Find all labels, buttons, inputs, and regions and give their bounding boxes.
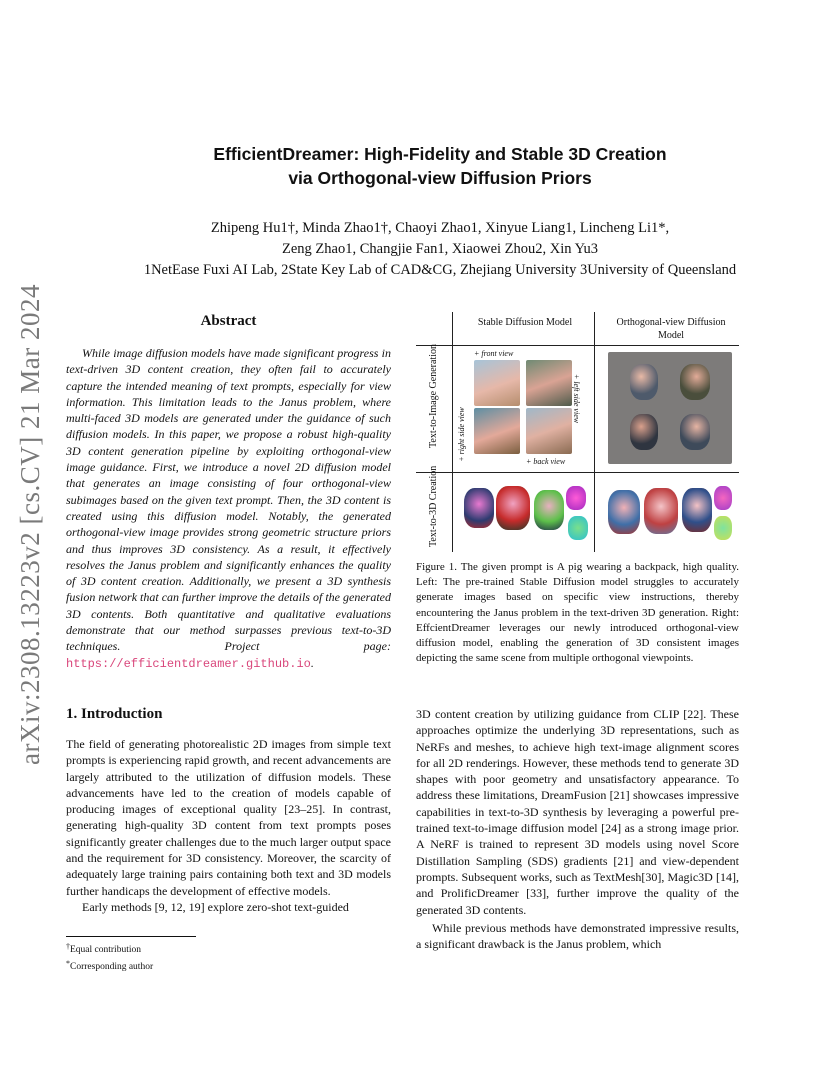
sd-image-left [526,360,572,406]
intro-paragraph-2: Early methods [9, 12, 19] explore zero-shot text-guided [82,899,349,914]
intro-paragraph-1: The field of generating photorealistic 2D images from simple text prompts is experiencing rapid growth, and recent advancements are largely attributed to the utilization of diffusion models. These advancements have led to the creation of models capable of producing images of exceptional quality [23–25]. In contrast, generating high-quality 3D content from text prompts poses significantly greater challenges due to the much larger output space and the requirement for 3D consistency. Moreover, the scarcity of adequately large training pairs containing both text and 3D models further handicaps the development of effective models. [66,737,391,898]
arxiv-identifier: arXiv:2308.13223v2 [cs.CV] 21 Mar 2024 [15,284,45,765]
intro-body [66,736,391,915]
row-header-text-to-image: Text-to-Image Generation [428,344,439,448]
ortho-3d-pig-3 [682,488,712,532]
row-header-text-to-3d: Text-to-3D Creation [428,465,439,547]
abstract-text: While image diffusion models have made significant progress in text-driven 3D content creation, they often fail to accurately capture the intended meaning of text prompts, especially for view information. This limitation leads to the Janus problem, where multi-faced 3D models are generated under the guidance of such diffusion models. In this paper, we propose a robust high-quality 3D content generation pipeline by exploiting orthogonal-view image guidance. First, we introduce a novel 2D diffusion model that generates an image consisting of four orthogonal-view subimages based on the given text prompt. Then, the 3D content is created using this diffusion model. Notably, the generated orthogonal-view image provides strong geometric structure priors and thus improves 3D consistency. As a result, it effectively resolves the Janus problem and significantly enhances the quality of 3D content creation. Additionally, we present a 3D synthesis fusion network that can further improve the details of the generated 3D contents. Both quantitative and qualitative evaluations demonstrate that our method surpasses previous text-to-3D techniques. Project page: [66,346,391,654]
sd-3d-pig-1 [464,488,494,528]
sd-3d-pig-2 [496,486,530,530]
footnote-equal: †Equal contribution [66,942,141,955]
orthogonal-view-image [608,352,732,464]
figure-1 [416,312,739,552]
column-header-stable-diffusion: Stable Diffusion Model [477,317,573,328]
abstract-heading: Abstract [200,313,257,329]
paper-title [120,142,760,190]
ortho-3d-pig-2 [644,488,678,534]
title-line-2: via Orthogonal-view Diffusion Priors [288,168,592,188]
sd-image-front [474,360,520,406]
author-block [90,218,790,281]
sd-3d-pig-4 [566,486,586,510]
label-left-side-view: + left side view [572,373,582,424]
ortho-pig-front [630,364,658,400]
footnote-corresponding-text: Corresponding author [70,962,154,972]
ortho-3d-pig-1 [608,490,640,534]
figure-divider-v1 [452,312,453,552]
label-back-view: + back view [526,457,566,466]
footnote-corresponding: *Corresponding author [66,959,154,972]
ortho-3d-normal-1 [714,486,732,510]
figure-divider-h2 [416,472,739,473]
label-right-side-view: + right side view [456,407,466,462]
intro-right-column [416,706,739,952]
figure-divider-h1 [416,345,739,346]
figure-divider-v2 [594,312,595,552]
abstract-body: While image diffusion models have made significant progress in text-driven 3D content creation, they often fail to accurately capture the intended meaning of text prompts, especially for view information. This limitation leads to the Janus problem, where multi-faced 3D models are generated under the guidance of such diffusion models. In this paper, we propose a robust high-quality 3D content generation pipeline by exploiting orthogonal-view image guidance. First, we introduce a novel 2D diffusion model that generates an image consisting of four orthogonal-view subimages based on the given text prompt. Then, the 3D content is created using this diffusion model. Notably, the generated orthogonal-view image provides strong geometric structure priors and thus improves 3D consistency. As a result, it effectively resolves the Janus problem and significantly enhances the quality of 3D content creation. Additionally, we present a 3D synthesis fusion network that can further improve the details of the generated 3D contents. Both quantitative and qualitative evaluations demonstrate that our method surpasses previous text-to-3D techniques. Project page: https://efficientdreamer.github.io. [66,346,391,671]
right-paragraph-2: While previous methods have demonstrated impressive results, a significant drawback is the Janus problem, which [416,920,739,952]
ortho-3d-result [600,480,736,548]
sd-3d-pig-3 [534,490,564,530]
figure-1-caption: Figure 1. The given prompt is A pig wearing a backpack, high quality. Left: The pre-trained Stable Diffusion model struggles to accurately generate images based on specific view instructions, thereby encountering the Janus problem in the text-driven 3D generation. Right: EffcientDreamer leverages our newly introduced orthogonal-view diffusion model, enabling the generation of 3D consistent images depicting the same scene from multiple orthogonal viewpoints. [416,561,739,665]
ortho-pig-right [630,414,658,450]
right-paragraph-1: 3D content creation by utilizing guidance from CLIP [22]. These approaches optimize the underlying 3D representations, such as NeRFs and meshes, to achieve high text-image alignment scores for all 2D renderings. However, these methods tend to generate 3D shapes with poor geometry and unsatisfactory appearance. To address these limitations, DreamFusion [21] showcases impressive capabilities in text-to-3D synthesis by leveraging a powerful pre-trained text-to-image diffusion model [24] as a strong image prior. A NeRF is trained to represent 3D models using novel Score Distillation Sampling (SDS) gradients [21] and view-dependent prompts. Subsequent works, such as TextMesh[30], Magic3D [14], and ProlificDreamer [33], further improve the quality of the generated 3D contents. [416,707,739,917]
sd-3d-pig-5 [568,516,588,540]
column-header-orthogonal-view: Orthogonal-view Diffusion Model [616,317,726,341]
sd-image-back [526,408,572,454]
ortho-3d-normal-2 [714,516,732,540]
footnote-equal-text: Equal contribution [70,945,141,955]
sd-image-right [474,408,520,454]
ortho-pig-back [680,414,710,450]
ortho-pig-left [680,364,710,400]
authors-line-1: Zhipeng Hu1†, Minda Zhao1†, Chaoyi Zhao1, Xinyue Liang1, Lincheng Li1*, [210,220,670,236]
label-front-view: + front view [474,349,514,358]
authors-line-2: Zeng Zhao1, Changjie Fan1, Xiaowei Zhou2, Xin Yu3 [282,241,598,257]
sd-3d-result [458,480,592,548]
footnotes [66,936,391,974]
project-page-link[interactable]: https://efficientdreamer.github.io [66,656,311,671]
footnote-rule [66,936,196,937]
affiliations: 1NetEase Fuxi AI Lab, 2State Key Lab of CAD&CG, Zhejiang University 3University of Queensland [143,262,737,278]
title-line-1: EfficientDreamer: High-Fidelity and Stable 3D Creation [213,144,667,164]
intro-heading: 1. Introduction [66,706,163,722]
